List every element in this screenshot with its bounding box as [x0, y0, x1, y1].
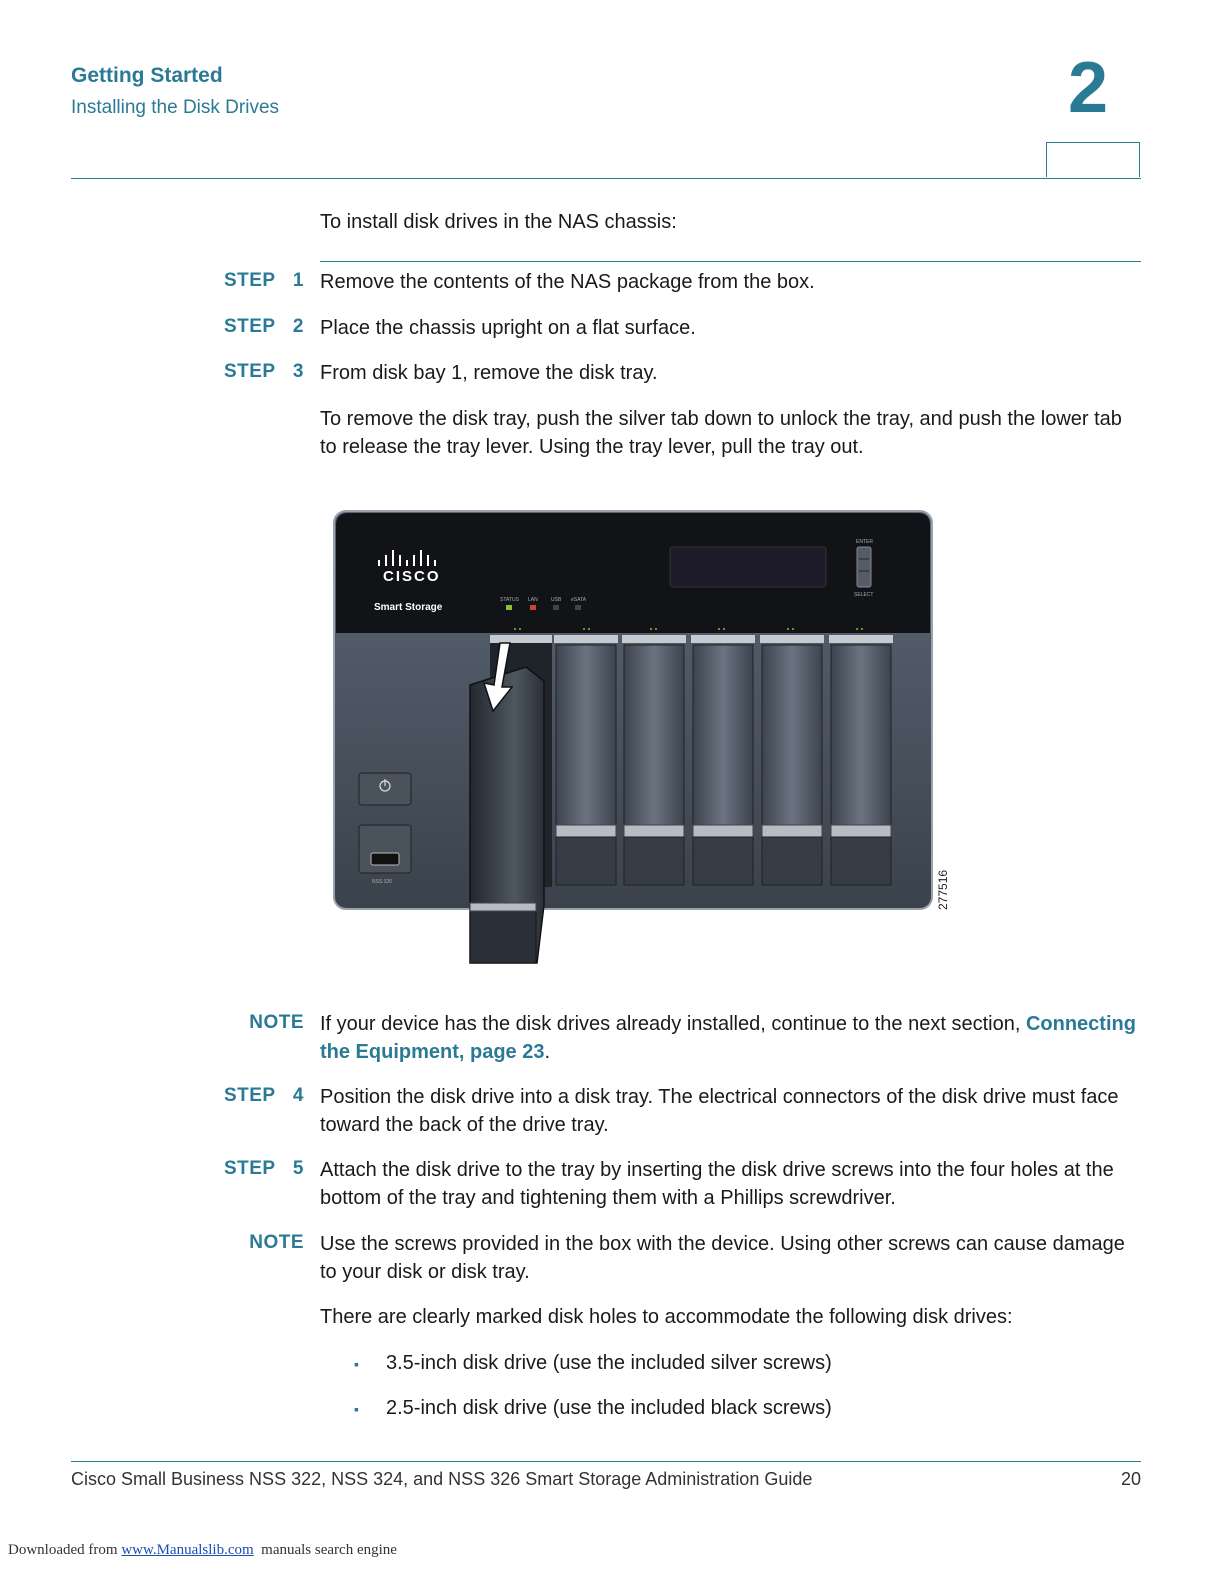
- disk-tray-2: [554, 635, 618, 885]
- usb-copy-button: [359, 825, 411, 873]
- bay-1-top-rail: [490, 635, 552, 643]
- led-usb: [553, 605, 559, 610]
- header-rule: [71, 178, 1141, 179]
- chapter-title: Getting Started: [71, 64, 223, 87]
- indicator-esata-label: eSATA: [571, 597, 587, 603]
- bullet-icon: ▪: [354, 1356, 359, 1372]
- usb-port: [371, 853, 399, 865]
- intro-text: To install disk drives in the NAS chassis:: [320, 211, 677, 233]
- model-label: NSS 326: [372, 879, 393, 885]
- disk-holes-intro: There are clearly marked disk holes to accommodate the following disk drives:: [320, 1306, 1013, 1328]
- manualslib-link[interactable]: www.Manualslib.com: [121, 1542, 254, 1558]
- step-4-label: STEP 4: [223, 1085, 304, 1106]
- page-number: 20: [1120, 1469, 1141, 1489]
- lcd-display: [670, 547, 826, 587]
- led-lan: [530, 605, 536, 610]
- nas-chassis-figure: [330, 505, 950, 970]
- disk-tray-5: [760, 635, 824, 885]
- figure-code: 277516: [936, 869, 950, 910]
- bullet-icon: ▪: [354, 1401, 359, 1417]
- section-title: Installing the Disk Drives: [71, 97, 280, 118]
- indicator-lan-label: LAN: [528, 597, 538, 603]
- step-3-detail: To remove the disk tray, push the silver tab down to unlock the tray, and push the lower tab to release the tray lever. Using the tray lever, pull the tray out.: [320, 408, 1122, 458]
- note-2-label: NOTE: [249, 1232, 304, 1253]
- step-3-label: STEP 3: [223, 361, 304, 382]
- cisco-wordmark: CISCO: [383, 568, 441, 585]
- step-5-text: Attach the disk drive to the tray by inserting the disk drive screws into the four holes at the bottom of the tray and tightening them with a Phillips screwdriver.: [320, 1159, 1114, 1209]
- connecting-equipment-link[interactable]: Connecting the Equipment, page 23: [320, 1013, 1136, 1063]
- step-5-label: STEP 5: [223, 1158, 304, 1179]
- note-2-text: Use the screws provided in the box with the device. Using other screws can cause damage to your disk or disk tray.: [320, 1233, 1125, 1283]
- intro-rule: [320, 261, 1141, 262]
- chapter-number: 2: [1068, 48, 1109, 128]
- select-label: SELECT: [854, 592, 874, 598]
- footer-rule: [71, 1461, 1141, 1462]
- step-2-label: STEP 2: [223, 316, 304, 337]
- download-notice: Downloaded from www.Manualslib.com manuals search engine: [8, 1542, 397, 1558]
- disk-tray-6: [829, 635, 893, 885]
- step-1-text: Remove the contents of the NAS package from the box.: [320, 271, 815, 293]
- step-3-text: From disk bay 1, remove the disk tray.: [320, 362, 658, 384]
- bullet-item-1: 3.5-inch disk drive (use the included silver screws): [386, 1352, 832, 1374]
- footer-guide-title: Cisco Small Business NSS 322, NSS 324, and NSS 326 Smart Storage Administration Guide: [71, 1469, 813, 1489]
- disk-tray-3: [622, 635, 686, 885]
- enter-select-buttons: [857, 547, 871, 587]
- power-button: [359, 773, 411, 805]
- pulled-tray-handle: [470, 905, 536, 963]
- step-4-text: Position the disk drive into a disk tray. The electrical connectors of the disk drive must face toward the back of the drive tray.: [320, 1086, 1119, 1136]
- bullet-item-2: 2.5-inch disk drive (use the included black screws): [386, 1397, 832, 1419]
- note-1-label: NOTE: [249, 1012, 304, 1033]
- disk-trays: [554, 635, 893, 885]
- indicator-usb-label: USB: [551, 597, 562, 603]
- led-esata: [575, 605, 581, 610]
- disk-tray-4: [691, 635, 755, 885]
- step-1-label: STEP 1: [223, 270, 304, 291]
- step-2-text: Place the chassis upright on a flat surface.: [320, 317, 696, 339]
- indicator-status-label: STATUS: [500, 597, 519, 603]
- chapter-tab-box: [1046, 142, 1140, 177]
- led-status: [506, 605, 512, 610]
- enter-label: ENTER: [856, 539, 873, 545]
- product-label: Smart Storage: [374, 602, 443, 613]
- note-1-text: If your device has the disk drives already installed, continue to the next section, Connecting the Equipment, page 23.: [320, 1013, 1136, 1063]
